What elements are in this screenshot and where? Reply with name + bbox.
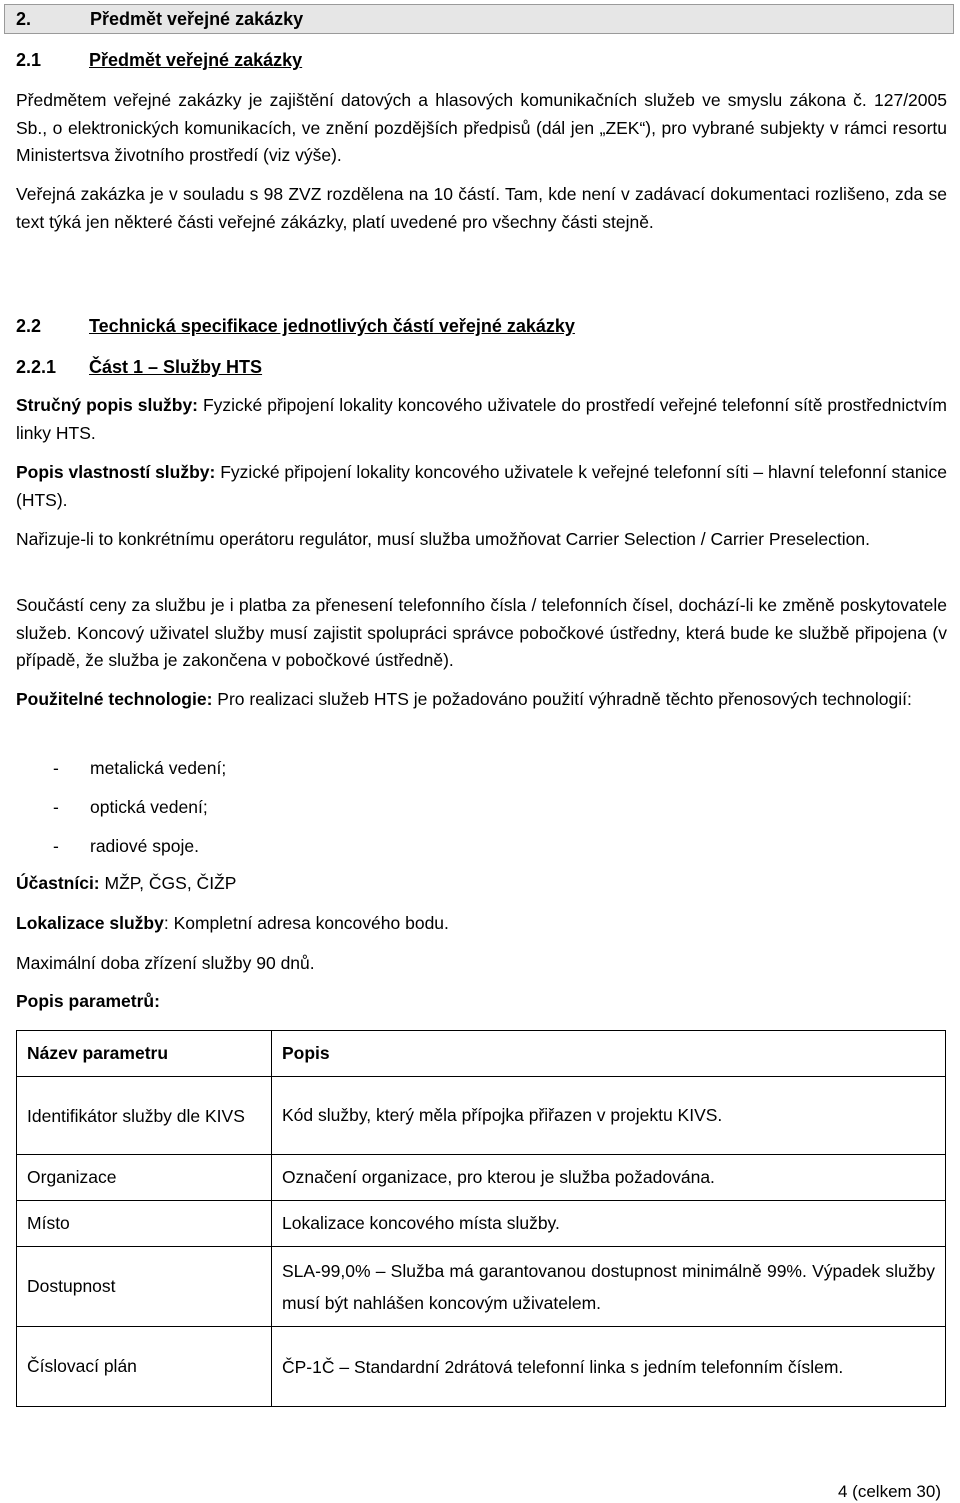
subsection-number: 2.2	[16, 316, 42, 336]
list-item	[53, 834, 199, 858]
text: : Kompletní adresa koncového bodu.	[163, 913, 449, 933]
param-name: Místo	[17, 1201, 272, 1247]
text: Pro realizaci služeb HTS je požadováno použití výhradně těchto přenosových technologií:	[212, 689, 912, 709]
paragraph-price: Součástí ceny za službu je i platba za přenesení telefonního čísla / telefonních čísel, dochází-li ke změně poskytovatele služeb. Koncový uživatel služby musí zajistit spolupráci správce pobočkové ústředny, která bude ke službě připojena (v případě, že služba je zakončena v pobočkové ústředně).	[16, 595, 947, 670]
label: Účastníci:	[16, 873, 100, 893]
table-row	[17, 1155, 946, 1201]
param-name: Dostupnost	[17, 1247, 272, 1327]
param-description	[272, 1327, 946, 1407]
paragraph-max-time: Maximální doba zřízení služby 90 dnů.	[16, 953, 315, 973]
subsection-number: 2.1	[16, 50, 42, 70]
param-name-text: Identifikátor služby dle KIVS	[27, 1105, 245, 1126]
param-description-text: ČP-1Č – Standardní 2drátová telefonní linka s jedním telefonním číslem.	[282, 1356, 844, 1377]
subsection-title: Předmět veřejné zakázky	[89, 50, 303, 70]
paragraph-subject: Předmětem veřejné zakázky je zajištění datových a hlasových komunikačních služeb ve smyslu zákona č. 127/2005 Sb., o elektronických komunikacích, ve znění pozdějších předpisů (dál jen „ZEK“), pro vybrané subjekty v rámci resortu Ministertsva životního prostředí (viz výše).	[16, 90, 947, 165]
paragraph-division: Veřejná zakázka je v souladu s 98 ZVZ rozdělena na 10 částí. Tam, kde není v zadávací dokumentaci rozlišeno, zda se text týká jen některé části veřejné zákázky, platí uvedené pro všechny části stejně.	[16, 184, 947, 232]
paragraph-technologies	[16, 686, 947, 714]
paragraph-localization	[16, 910, 947, 938]
parameters-heading: Popis parametrů:	[16, 991, 160, 1011]
list-dash: -	[53, 758, 59, 778]
page-number: 4 (celkem 30)	[838, 1482, 941, 1501]
param-description: Kód služby, který měla přípojka přiřazen v projektu KIVS.	[272, 1077, 946, 1155]
subsection-2-2-1-heading	[16, 355, 947, 379]
table-row	[17, 1077, 946, 1155]
list-text: metalická vedení;	[90, 758, 227, 778]
table-row	[17, 1201, 946, 1247]
list-text: radiové spoje.	[90, 836, 199, 856]
subsection-title: Část 1 – Služby HTS	[89, 357, 263, 377]
section-number: 2.	[16, 9, 32, 29]
table-row	[17, 1327, 946, 1407]
param-name: Číslovací plán	[17, 1327, 272, 1407]
text: Fyzické připojení lokality koncového uživatele do prostředí veřejné telefonní sítě prostřednictvím linky HTS.	[16, 395, 948, 443]
list-item	[53, 756, 226, 780]
header-cell-description: Popis	[272, 1031, 946, 1077]
section-heading	[4, 4, 954, 34]
paragraph-participants	[16, 870, 947, 898]
subsection-title: Technická specifikace jednotlivých částí veřejné zakázky	[89, 316, 575, 336]
subsection-number: 2.2.1	[16, 357, 57, 377]
param-name: Organizace	[17, 1155, 272, 1201]
list-dash: -	[53, 836, 59, 856]
parameters-table	[16, 1030, 946, 1407]
text: MŽP, ČGS, ČIŽP	[99, 873, 237, 893]
list-dash: -	[53, 797, 59, 817]
header-cell-name: Název parametru	[17, 1031, 272, 1077]
paragraph-carrier-selection: Nařizuje-li to konkrétnímu operátoru regulátor, musí služba umožňovat Carrier Selection / Carrier Preselection.	[16, 529, 870, 549]
table-row	[17, 1247, 946, 1327]
list-text: optická vedení;	[90, 797, 208, 817]
param-description	[272, 1247, 946, 1327]
subsection-2-2-heading	[16, 314, 947, 338]
param-name	[17, 1077, 272, 1155]
label: Lokalizace služby	[16, 913, 164, 933]
paragraph-properties	[16, 459, 947, 514]
param-description: Lokalizace koncového místa služby.	[272, 1201, 946, 1247]
table-header-row	[17, 1031, 946, 1077]
text: Fyzické připojení lokality koncového uživatele k veřejné telefonní síti – hlavní telefonní stanice (HTS).	[16, 462, 947, 510]
label: Popis vlastností služby:	[16, 462, 216, 482]
subsection-2-1-heading	[16, 48, 947, 72]
paragraph-short-description	[16, 392, 947, 447]
label: Použitelné technologie:	[16, 689, 213, 709]
list-item	[53, 795, 208, 819]
section-title: Předmět veřejné zakázky	[90, 9, 304, 29]
param-description: Označení organizace, pro kterou je služba požadována.	[272, 1155, 946, 1201]
param-description-text: SLA-99,0% – Služba má garantovanou dostupnost minimálně 99%. Výpadek služby musí být nahlášen koncovým uživatelem.	[282, 1260, 935, 1313]
label: Stručný popis služby:	[16, 395, 199, 415]
